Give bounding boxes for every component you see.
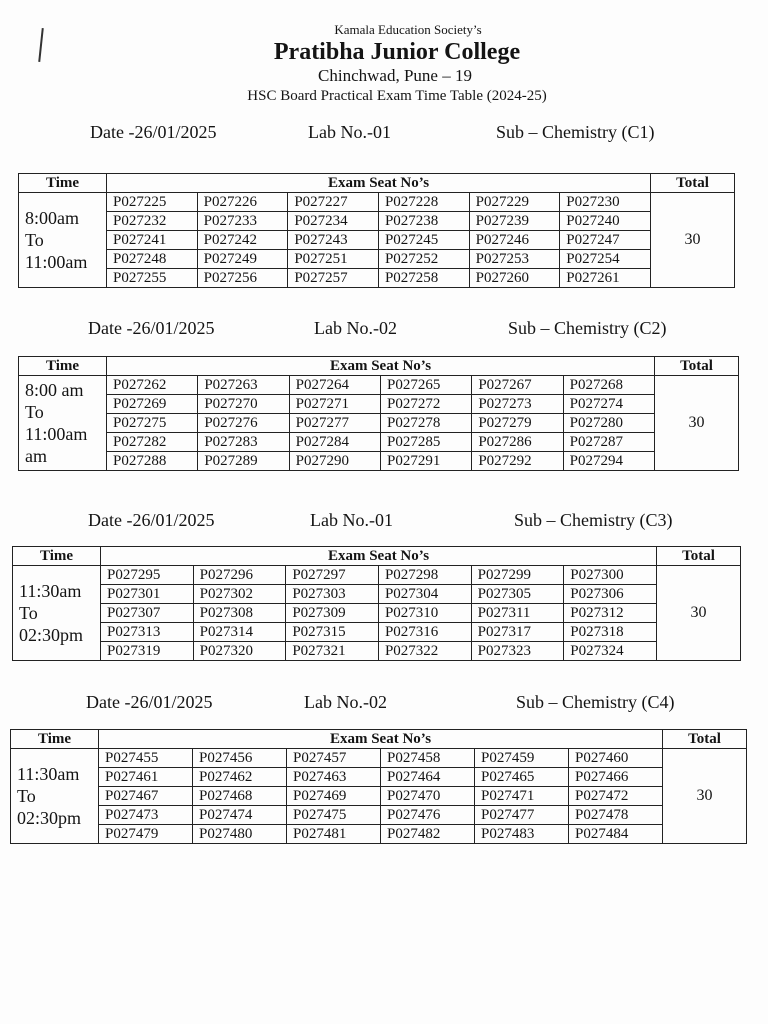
time-line: 11:30am xyxy=(17,764,80,784)
subject-name: Sub – Chemistry (C2) xyxy=(508,318,667,338)
seat-number: P027470 xyxy=(381,787,475,806)
time-line: 02:30pm xyxy=(17,808,82,828)
table-row xyxy=(19,250,735,269)
seat-number: P027322 xyxy=(378,642,471,661)
table-header-row xyxy=(19,174,735,193)
seat-number: P027288 xyxy=(107,452,198,471)
seat-number: P027249 xyxy=(197,250,288,269)
exam-date: Date -26/01/2025 xyxy=(88,318,215,338)
seat-number: P027469 xyxy=(287,787,381,806)
seat-number: P027271 xyxy=(289,395,380,414)
seat-number: P027482 xyxy=(381,825,475,844)
seat-table xyxy=(18,356,739,471)
seat-number: P027324 xyxy=(564,642,657,661)
page-header xyxy=(0,22,768,105)
seat-number: P027287 xyxy=(563,433,654,452)
seat-number: P027307 xyxy=(101,604,194,623)
seat-number: P027290 xyxy=(289,452,380,471)
seat-number: P027277 xyxy=(289,414,380,433)
lab-number: Lab No.-02 xyxy=(304,692,387,712)
seat-number: P027298 xyxy=(378,566,471,585)
exam-date: Date -26/01/2025 xyxy=(88,510,215,530)
total-count: 30 xyxy=(655,376,739,471)
seat-number: P027305 xyxy=(471,585,564,604)
seat-number: P027229 xyxy=(469,193,560,212)
seat-number: P027256 xyxy=(197,269,288,288)
seat-number: P027268 xyxy=(563,376,654,395)
seat-number: P027464 xyxy=(381,768,475,787)
seat-number: P027299 xyxy=(471,566,564,585)
seat-number: P027297 xyxy=(286,566,379,585)
seat-number: P027466 xyxy=(569,768,663,787)
section-heading xyxy=(0,318,768,340)
seat-number: P027481 xyxy=(287,825,381,844)
seat-number: P027310 xyxy=(378,604,471,623)
time-column-header: Time xyxy=(13,547,101,566)
seat-number: P027262 xyxy=(107,376,198,395)
seat-number: P027313 xyxy=(101,623,194,642)
time-slot xyxy=(11,749,99,844)
table-header-row xyxy=(19,357,739,376)
table-row xyxy=(19,395,739,414)
table-row xyxy=(11,825,747,844)
total-column-header: Total xyxy=(650,174,734,193)
seat-number: P027263 xyxy=(198,376,289,395)
time-line: 8:00am xyxy=(25,208,79,228)
total-count: 30 xyxy=(656,566,740,661)
seat-table xyxy=(18,173,735,288)
seat-number: P027227 xyxy=(288,193,379,212)
seat-number: P027265 xyxy=(380,376,471,395)
seat-number: P027315 xyxy=(286,623,379,642)
time-line: 11:00am xyxy=(25,424,88,444)
subject-name: Sub – Chemistry (C1) xyxy=(496,122,655,142)
seat-number: P027294 xyxy=(563,452,654,471)
seat-number: P027475 xyxy=(287,806,381,825)
seat-number: P027309 xyxy=(286,604,379,623)
time-slot xyxy=(19,376,107,471)
seat-number: P027264 xyxy=(289,376,380,395)
lab-number: Lab No.-01 xyxy=(308,122,391,142)
seat-number: P027462 xyxy=(193,768,287,787)
table-row xyxy=(19,376,739,395)
seat-number: P027242 xyxy=(197,231,288,250)
table-row xyxy=(13,642,741,661)
total-count: 30 xyxy=(650,193,734,288)
seat-number: P027484 xyxy=(569,825,663,844)
total-column-header: Total xyxy=(655,357,739,376)
time-line: 11:00am xyxy=(25,252,88,272)
seat-number: P027284 xyxy=(289,433,380,452)
seat-number: P027234 xyxy=(288,212,379,231)
seat-number: P027467 xyxy=(99,787,193,806)
subject-name: Sub – Chemistry (C3) xyxy=(514,510,673,530)
seat-number: P027460 xyxy=(569,749,663,768)
seat-column-header: Exam Seat No’s xyxy=(107,357,655,376)
time-column-header: Time xyxy=(19,174,107,193)
total-column-header: Total xyxy=(663,730,747,749)
seat-number: P027316 xyxy=(378,623,471,642)
table-row xyxy=(13,566,741,585)
seat-number: P027476 xyxy=(381,806,475,825)
section-heading xyxy=(0,122,768,144)
seat-number: P027312 xyxy=(564,604,657,623)
table-row xyxy=(11,806,747,825)
lab-number: Lab No.-02 xyxy=(314,318,397,338)
time-line: 8:00 am xyxy=(25,380,84,400)
time-line: 02:30pm xyxy=(19,625,84,645)
seat-number: P027306 xyxy=(564,585,657,604)
society-name: Kamala Education Society’s xyxy=(334,22,482,37)
seat-number: P027289 xyxy=(198,452,289,471)
seat-number: P027267 xyxy=(472,376,563,395)
seat-number: P027270 xyxy=(198,395,289,414)
seat-number: P027280 xyxy=(563,414,654,433)
lab-number: Lab No.-01 xyxy=(310,510,393,530)
subject-name: Sub – Chemistry (C4) xyxy=(516,692,675,712)
seat-number: P027321 xyxy=(286,642,379,661)
table-row xyxy=(13,585,741,604)
seat-number: P027301 xyxy=(101,585,194,604)
college-name: Pratibha Junior College xyxy=(273,39,521,65)
seat-table xyxy=(12,546,741,661)
seat-number: P027456 xyxy=(193,749,287,768)
exam-date: Date -26/01/2025 xyxy=(86,692,213,712)
seat-number: P027257 xyxy=(288,269,379,288)
seat-number: P027272 xyxy=(380,395,471,414)
seat-number: P027254 xyxy=(560,250,651,269)
seat-table xyxy=(10,729,747,844)
table-header-row xyxy=(13,547,741,566)
total-column-header: Total xyxy=(656,547,740,566)
time-line: To xyxy=(25,230,44,250)
table-row xyxy=(13,604,741,623)
seat-number: P027291 xyxy=(380,452,471,471)
table-row xyxy=(19,433,739,452)
seat-number: P027323 xyxy=(471,642,564,661)
seat-number: P027238 xyxy=(378,212,469,231)
table-row xyxy=(19,269,735,288)
seat-number: P027471 xyxy=(475,787,569,806)
seat-number: P027303 xyxy=(286,585,379,604)
exam-date: Date -26/01/2025 xyxy=(90,122,217,142)
seat-number: P027465 xyxy=(475,768,569,787)
seat-number: P027479 xyxy=(99,825,193,844)
seat-number: P027483 xyxy=(475,825,569,844)
table-row xyxy=(19,452,739,471)
seat-number: P027285 xyxy=(380,433,471,452)
seat-number: P027278 xyxy=(380,414,471,433)
seat-number: P027228 xyxy=(378,193,469,212)
seat-number: P027274 xyxy=(563,395,654,414)
seat-number: P027239 xyxy=(469,212,560,231)
seat-number: P027473 xyxy=(99,806,193,825)
time-slot xyxy=(13,566,101,661)
seat-column-header: Exam Seat No’s xyxy=(99,730,663,749)
table-row xyxy=(19,231,735,250)
time-line: To xyxy=(19,603,38,623)
seat-number: P027230 xyxy=(560,193,651,212)
college-address: Chinchwad, Pune – 19 xyxy=(318,66,472,85)
seat-number: P027286 xyxy=(472,433,563,452)
seat-column-header: Exam Seat No’s xyxy=(107,174,651,193)
seat-number: P027296 xyxy=(193,566,286,585)
seat-number: P027463 xyxy=(287,768,381,787)
seat-number: P027319 xyxy=(101,642,194,661)
seat-number: P027255 xyxy=(107,269,198,288)
seat-number: P027318 xyxy=(564,623,657,642)
seat-number: P027279 xyxy=(472,414,563,433)
seat-number: P027253 xyxy=(469,250,560,269)
seat-number: P027468 xyxy=(193,787,287,806)
seat-number: P027260 xyxy=(469,269,560,288)
seat-number: P027226 xyxy=(197,193,288,212)
seat-number: P027251 xyxy=(288,250,379,269)
seat-number: P027225 xyxy=(107,193,198,212)
seat-number: P027245 xyxy=(378,231,469,250)
time-column-header: Time xyxy=(19,357,107,376)
seat-number: P027273 xyxy=(472,395,563,414)
section-heading xyxy=(0,692,768,714)
seat-number: P027320 xyxy=(193,642,286,661)
time-slot xyxy=(19,193,107,288)
table-row xyxy=(11,768,747,787)
table-row xyxy=(11,787,747,806)
seat-number: P027241 xyxy=(107,231,198,250)
table-row xyxy=(19,414,739,433)
seat-number: P027240 xyxy=(560,212,651,231)
time-line: 11:30am xyxy=(19,581,82,601)
time-column-header: Time xyxy=(11,730,99,749)
seat-number: P027308 xyxy=(193,604,286,623)
table-row xyxy=(11,749,747,768)
seat-number: P027282 xyxy=(107,433,198,452)
seat-number: P027302 xyxy=(193,585,286,604)
seat-number: P027232 xyxy=(107,212,198,231)
seat-number: P027243 xyxy=(288,231,379,250)
seat-number: P027258 xyxy=(378,269,469,288)
seat-number: P027247 xyxy=(560,231,651,250)
seat-number: P027252 xyxy=(378,250,469,269)
seat-number: P027261 xyxy=(560,269,651,288)
seat-number: P027314 xyxy=(193,623,286,642)
seat-number: P027455 xyxy=(99,749,193,768)
time-line: To xyxy=(17,786,36,806)
seat-number: P027246 xyxy=(469,231,560,250)
table-row xyxy=(19,193,735,212)
total-count: 30 xyxy=(663,749,747,844)
seat-number: P027457 xyxy=(287,749,381,768)
seat-number: P027276 xyxy=(198,414,289,433)
time-line: To xyxy=(25,402,44,422)
seat-column-header: Exam Seat No’s xyxy=(101,547,657,566)
table-row xyxy=(19,212,735,231)
seat-number: P027317 xyxy=(471,623,564,642)
seat-number: P027458 xyxy=(381,749,475,768)
seat-number: P027300 xyxy=(564,566,657,585)
section-heading xyxy=(0,510,768,532)
seat-number: P027283 xyxy=(198,433,289,452)
table-row xyxy=(13,623,741,642)
seat-number: P027233 xyxy=(197,212,288,231)
seat-number: P027269 xyxy=(107,395,198,414)
time-line: am xyxy=(25,446,47,466)
seat-number: P027477 xyxy=(475,806,569,825)
seat-number: P027304 xyxy=(378,585,471,604)
exam-title: HSC Board Practical Exam Time Table (2024-25) xyxy=(247,88,547,104)
table-header-row xyxy=(11,730,747,749)
seat-number: P027472 xyxy=(569,787,663,806)
seat-number: P027459 xyxy=(475,749,569,768)
seat-number: P027311 xyxy=(471,604,564,623)
seat-number: P027248 xyxy=(107,250,198,269)
seat-number: P027295 xyxy=(101,566,194,585)
seat-number: P027474 xyxy=(193,806,287,825)
seat-number: P027292 xyxy=(472,452,563,471)
seat-number: P027461 xyxy=(99,768,193,787)
seat-number: P027275 xyxy=(107,414,198,433)
seat-number: P027480 xyxy=(193,825,287,844)
seat-number: P027478 xyxy=(569,806,663,825)
